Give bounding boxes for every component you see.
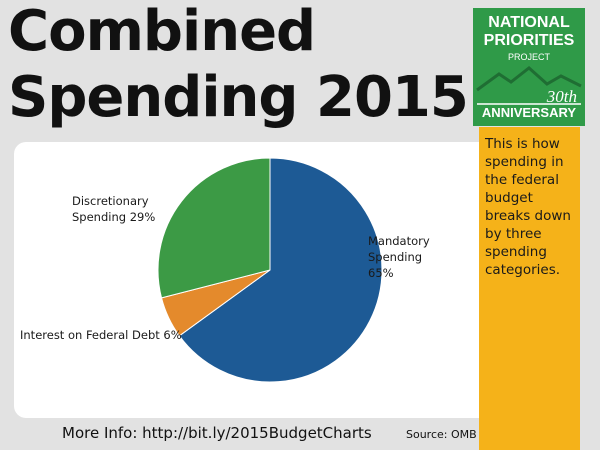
discretionary-label-line-2: Spending 29% (72, 210, 156, 224)
mandatory-label-line-3: 65% (368, 266, 394, 280)
discretionary-label (72, 193, 155, 225)
logo-line-1: NATIONAL (488, 14, 570, 31)
mandatory-label-line-2: Spending (368, 250, 423, 264)
logo-line-2: PRIORITIES (483, 32, 575, 49)
page-title-line-1: Combined (8, 0, 316, 64)
description-text: This is how spending in the federal budget breaks down by three spending categories. (485, 136, 571, 278)
more-info-link-text: More Info: http://bit.ly/2015BudgetCharts (62, 424, 372, 442)
logo-anniversary-number: 30th (546, 87, 577, 106)
national-priorities-project-logo (473, 8, 585, 126)
description-sidebar (479, 127, 580, 450)
interest-label-line-1: Interest on Federal Debt 6% (20, 328, 182, 342)
discretionary-label-line-1: Discretionary (72, 194, 149, 208)
source-text: Source: OMB (406, 428, 477, 441)
mandatory-label (368, 233, 430, 281)
interest-label (20, 327, 182, 343)
logo-line-3: PROJECT (507, 52, 550, 62)
logo-anniversary-word: ANNIVERSARY (481, 105, 577, 120)
mandatory-label-line-1: Mandatory (368, 234, 430, 248)
page-title-line-2: Spending 2015 (8, 65, 468, 130)
